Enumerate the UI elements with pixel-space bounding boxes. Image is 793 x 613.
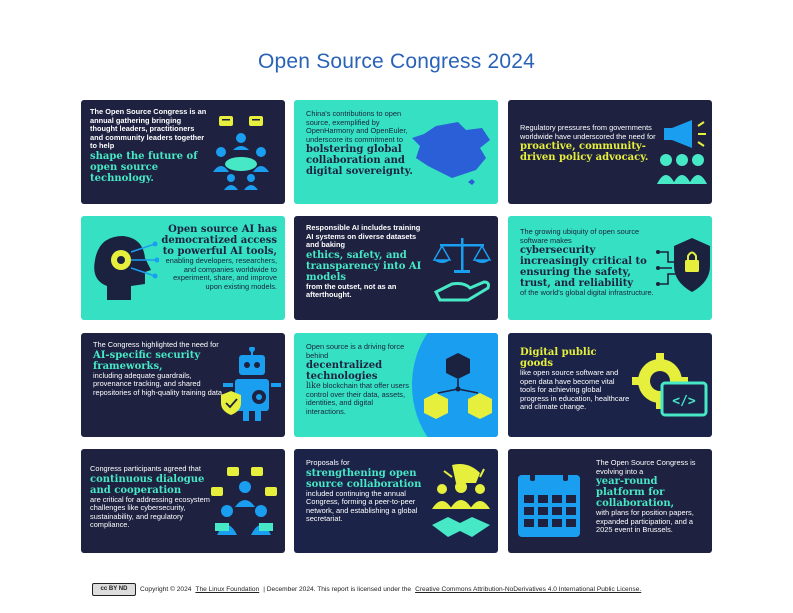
card-digital-public-goods	[508, 333, 712, 437]
card-text: including adequate guardrails, provenance tracking, and shared repositories of high-quality training data.	[93, 370, 225, 397]
card-highlight: Digital public goods	[520, 347, 597, 369]
meeting-people-icon	[211, 114, 281, 192]
svg-text:</>: </>	[672, 394, 696, 409]
card-highlight: decentralized technologies	[306, 360, 383, 383]
page-title: Open Source Congress 2024	[257, 50, 535, 73]
card-text: blockchain that offer users control over their data, assets, identities, and digital interactions.	[306, 381, 409, 416]
china-map-icon	[406, 118, 496, 188]
card-text: The Congress highlighted the need for	[93, 340, 219, 349]
card-open-source-ai	[81, 216, 285, 320]
handshake-team-icon	[428, 463, 494, 543]
card-text: Congress participants agreed that	[90, 464, 201, 473]
blockchain-cubes-icon	[424, 349, 492, 427]
card-regulatory-pressures	[508, 100, 712, 204]
card-ai-security-frameworks	[81, 333, 285, 437]
card-highlight: AI-specific security frameworks,	[93, 349, 201, 372]
card-highlight: ethics, safety, and transparency into AI models	[306, 249, 422, 283]
card-text: like open source software and open data have become vital tools for achieving global progress in education, healthcare and climate change.	[520, 368, 630, 412]
card-highlight: bolstering global collaboration and digital sovereignty.	[306, 144, 413, 178]
card-text: enabling developers, researchers, and companies worldwide to experiment, share, and improve upon existing models.	[165, 256, 277, 291]
calendar-icon	[516, 467, 582, 541]
license-text: | December 2024. This report is licensed under the	[263, 585, 412, 593]
card-text: with plans for position papers, expanded participation, and a 2025 event in Brussels.	[596, 508, 694, 535]
card-text: included continuing the annual Congress, forming a peer-to-peer network, and establishing a global secretariat.	[306, 488, 418, 524]
card-text: The Open Source Congress is an annual gathering bringing thought leaders, practitioners and community leaders together to help	[90, 107, 207, 151]
card-text-inline: like	[306, 381, 321, 391]
footer	[92, 582, 732, 596]
card-china-contributions	[294, 100, 498, 204]
card-text: of the world's global digital infrastructure.	[520, 288, 654, 298]
card-strengthening-collaboration	[294, 449, 498, 553]
scales-hand-icon	[430, 234, 494, 308]
card-highlight: strengthening open source collaboration	[306, 467, 422, 490]
cc-license-badge: cc BY ND	[92, 583, 136, 596]
card-text: China's contributions to open source, exemplified by OpenHarmony and OpenEuler, underscore its commitment to	[306, 109, 408, 144]
card-decentralized-tech	[294, 333, 498, 437]
shield-lock-icon	[656, 232, 712, 306]
card-text: from the outset, not as an afterthought.	[306, 281, 397, 300]
card-highlight: Open source AI has democratized access to powerful AI tools,	[161, 224, 277, 257]
card-responsible-ai	[294, 216, 498, 320]
robot-shield-icon	[221, 347, 283, 425]
card-text: are critical for addressing ecosystem challenges like cybersecurity, sustainability, and regulatory compliance.	[90, 494, 210, 530]
card-text: The Open Source Congress is evolving into a	[596, 458, 696, 476]
card-year-round-platform	[508, 449, 712, 553]
gear-code-icon	[628, 347, 708, 427]
megaphone-group-icon	[652, 118, 712, 188]
copyright-text: Copyright © 2024	[140, 585, 192, 593]
card-highlight: continuous dialogue and cooperation	[90, 473, 205, 496]
license-link[interactable]: Creative Commons Attribution-NoDerivatives 4.0 International Public License.	[415, 585, 642, 593]
card-text: Responsible AI includes training AI systems on diverse datasets and baking	[306, 223, 421, 250]
card-cybersecurity	[508, 216, 712, 320]
card-text: Proposals for	[306, 458, 350, 467]
card-highlight: proactive, community-driven policy advocacy.	[520, 141, 649, 164]
card-text: Regulatory pressures from governments worldwide have underscored the need for	[520, 123, 656, 141]
card-highlight: shape the future of open source technology.	[90, 150, 198, 184]
card-highlight: year-round platform for collaboration,	[596, 476, 675, 510]
card-text: The growing ubiquity of open source software makes	[520, 227, 640, 245]
ai-head-icon	[87, 230, 159, 310]
card-highlight: cybersecurity increasingly critical to ensuring the safety, trust, and reliability	[520, 245, 647, 290]
card-open-source-congress	[81, 100, 285, 204]
people-chat-icon	[209, 465, 279, 543]
linux-foundation-link[interactable]: The Linux Foundation	[195, 585, 260, 593]
card-continuous-dialogue	[81, 449, 285, 553]
card-text: Open source is a driving force behind	[306, 342, 405, 360]
